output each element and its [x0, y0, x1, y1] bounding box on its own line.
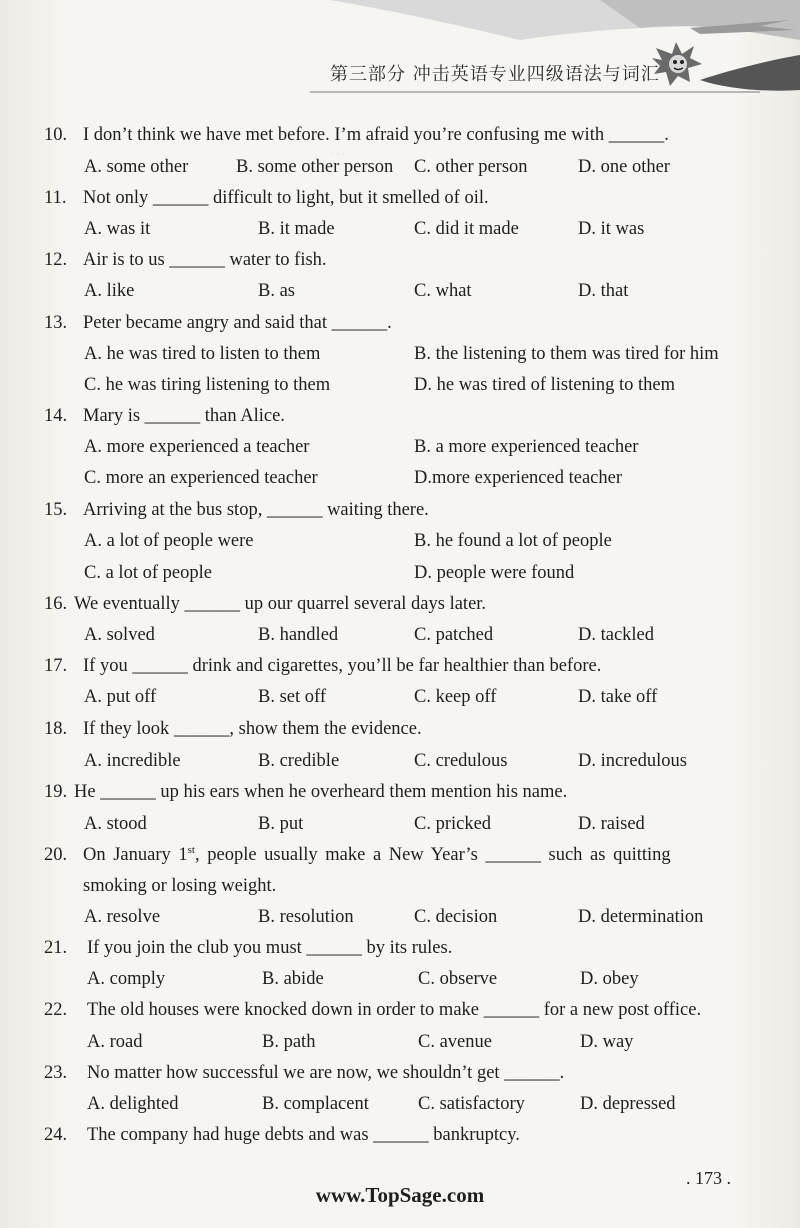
option-d: D. it was: [578, 219, 645, 239]
question-text: The old houses were knocked down in order to make ______ for a new post office.: [87, 1000, 702, 1020]
question-text: If you join the club you must ______ by its rules.: [87, 938, 453, 958]
option-a: A. solved: [84, 625, 155, 645]
option-b: B. he found a lot of people: [414, 531, 612, 551]
option-c: C. patched: [414, 625, 494, 645]
question-number: 12.: [44, 250, 68, 270]
option-c: C. credulous: [414, 751, 508, 771]
footer-url: www.TopSage.com: [315, 1183, 485, 1207]
option-c: C. what: [414, 281, 472, 301]
option-c: C. pricked: [414, 814, 492, 834]
question-number: 15.: [44, 500, 68, 520]
option-c: C. did it made: [414, 219, 519, 239]
question-number: 22.: [44, 1000, 68, 1020]
question-text: If they look ______, show them the evidence.: [83, 719, 422, 739]
option-c: C. keep off: [414, 687, 497, 707]
question-text: Arriving at the bus stop, ______ waiting there.: [83, 500, 429, 520]
question-text: Air is to us ______ water to fish.: [83, 250, 327, 270]
question-text-part: , people usually make a New Year’s ______ such as quitting: [195, 845, 671, 865]
option-d: D. raised: [578, 814, 645, 834]
option-d: D. way: [580, 1032, 634, 1052]
option-b: B. some other person: [236, 157, 394, 177]
question-text: He ______ up his ears when he overheard them mention his name.: [74, 782, 568, 802]
question-number: 20.: [44, 845, 68, 865]
question-text-part: On January 1: [83, 845, 188, 865]
option-a: A. more experienced a teacher: [84, 437, 310, 457]
option-a: A. stood: [84, 814, 147, 834]
option-b: B. path: [262, 1032, 316, 1052]
option-a: A. he was tired to listen to them: [84, 344, 321, 364]
question-number: 17.: [44, 656, 68, 676]
option-c: C. he was tiring listening to them: [84, 375, 331, 395]
question-text: I don’t think we have met before. I’m afraid you’re confusing me with ______.: [83, 125, 669, 145]
option-b: B. as: [258, 281, 295, 301]
mascot-icon: [648, 38, 708, 94]
option-b: B. complacent: [262, 1094, 369, 1114]
option-a: A. resolve: [84, 907, 161, 927]
option-b: B. handled: [258, 625, 339, 645]
option-c: C. observe: [418, 969, 498, 989]
option-d: D. people were found: [414, 563, 575, 583]
page-number: . 173 .: [686, 1168, 731, 1188]
option-d: D. one other: [578, 157, 670, 177]
option-d: D. that: [578, 281, 629, 301]
question-text: Not only ______ difficult to light, but it smelled of oil.: [83, 188, 489, 208]
header-title: 第三部分 冲击英语专业四级语法与词汇: [330, 64, 660, 85]
question-number: 24.: [44, 1125, 68, 1145]
option-d: D. determination: [578, 907, 704, 927]
option-a: A. road: [87, 1032, 143, 1052]
option-b: B. it made: [258, 219, 335, 239]
bleed-through-text: …: [330, 142, 346, 159]
option-b: B. set off: [258, 687, 327, 707]
question-number: 14.: [44, 406, 68, 426]
option-a: A. delighted: [87, 1094, 179, 1114]
option-c: C. more an experienced teacher: [84, 468, 318, 488]
question-number: 23.: [44, 1063, 68, 1083]
option-c: C. decision: [414, 907, 498, 927]
option-a: A. like: [84, 281, 135, 301]
option-a: A. comply: [87, 969, 166, 989]
option-d: D. tackled: [578, 625, 655, 645]
option-b: B. a more experienced teacher: [414, 437, 639, 457]
option-a: A. incredible: [84, 751, 181, 771]
question-number: 21.: [44, 938, 68, 958]
question-number: 19.: [44, 782, 68, 802]
question-number: 13.: [44, 313, 68, 333]
question-text: [83, 844, 671, 866]
question-text: We eventually ______ up our quarrel several days later.: [74, 594, 487, 614]
option-b: B. credible: [258, 751, 340, 771]
option-d: D. obey: [580, 969, 639, 989]
question-text: The company had huge debts and was ______ bankruptcy.: [87, 1125, 520, 1145]
question-number: 18.: [44, 719, 68, 739]
option-d: D.more experienced teacher: [414, 468, 622, 488]
option-a: A. was it: [84, 219, 151, 239]
page-header: [0, 0, 800, 110]
option-a: A. some other: [84, 157, 189, 177]
option-c: C. a lot of people: [84, 563, 212, 583]
question-number: 11.: [44, 188, 67, 208]
option-c: C. avenue: [418, 1032, 492, 1052]
option-c: C. other person: [414, 157, 528, 177]
option-c: C. satisfactory: [418, 1094, 525, 1114]
option-b: B. resolution: [258, 907, 354, 927]
ordinal-superscript: st: [187, 843, 195, 856]
option-d: D. take off: [578, 687, 658, 707]
option-d: D. incredulous: [578, 751, 687, 771]
option-a: A. a lot of people were: [84, 531, 254, 551]
option-b: B. abide: [262, 969, 324, 989]
question-number: 10.: [44, 125, 68, 145]
option-d: D. depressed: [580, 1094, 676, 1114]
question-text: No matter how successful we are now, we shouldn’t get ______.: [87, 1063, 565, 1083]
question-text: If you ______ drink and cigarettes, you’ll be far healthier than before.: [83, 656, 602, 676]
option-b: B. the listening to them was tired for him: [414, 344, 719, 364]
option-b: B. put: [258, 814, 304, 834]
question-text: Mary is ______ than Alice.: [83, 406, 285, 426]
option-a: A. put off: [84, 687, 157, 707]
question-number: 16.: [44, 594, 68, 614]
question-text-line2: smoking or losing weight.: [83, 876, 277, 896]
question-text: Peter became angry and said that ______.: [83, 313, 392, 333]
option-d: D. he was tired of listening to them: [414, 375, 676, 395]
